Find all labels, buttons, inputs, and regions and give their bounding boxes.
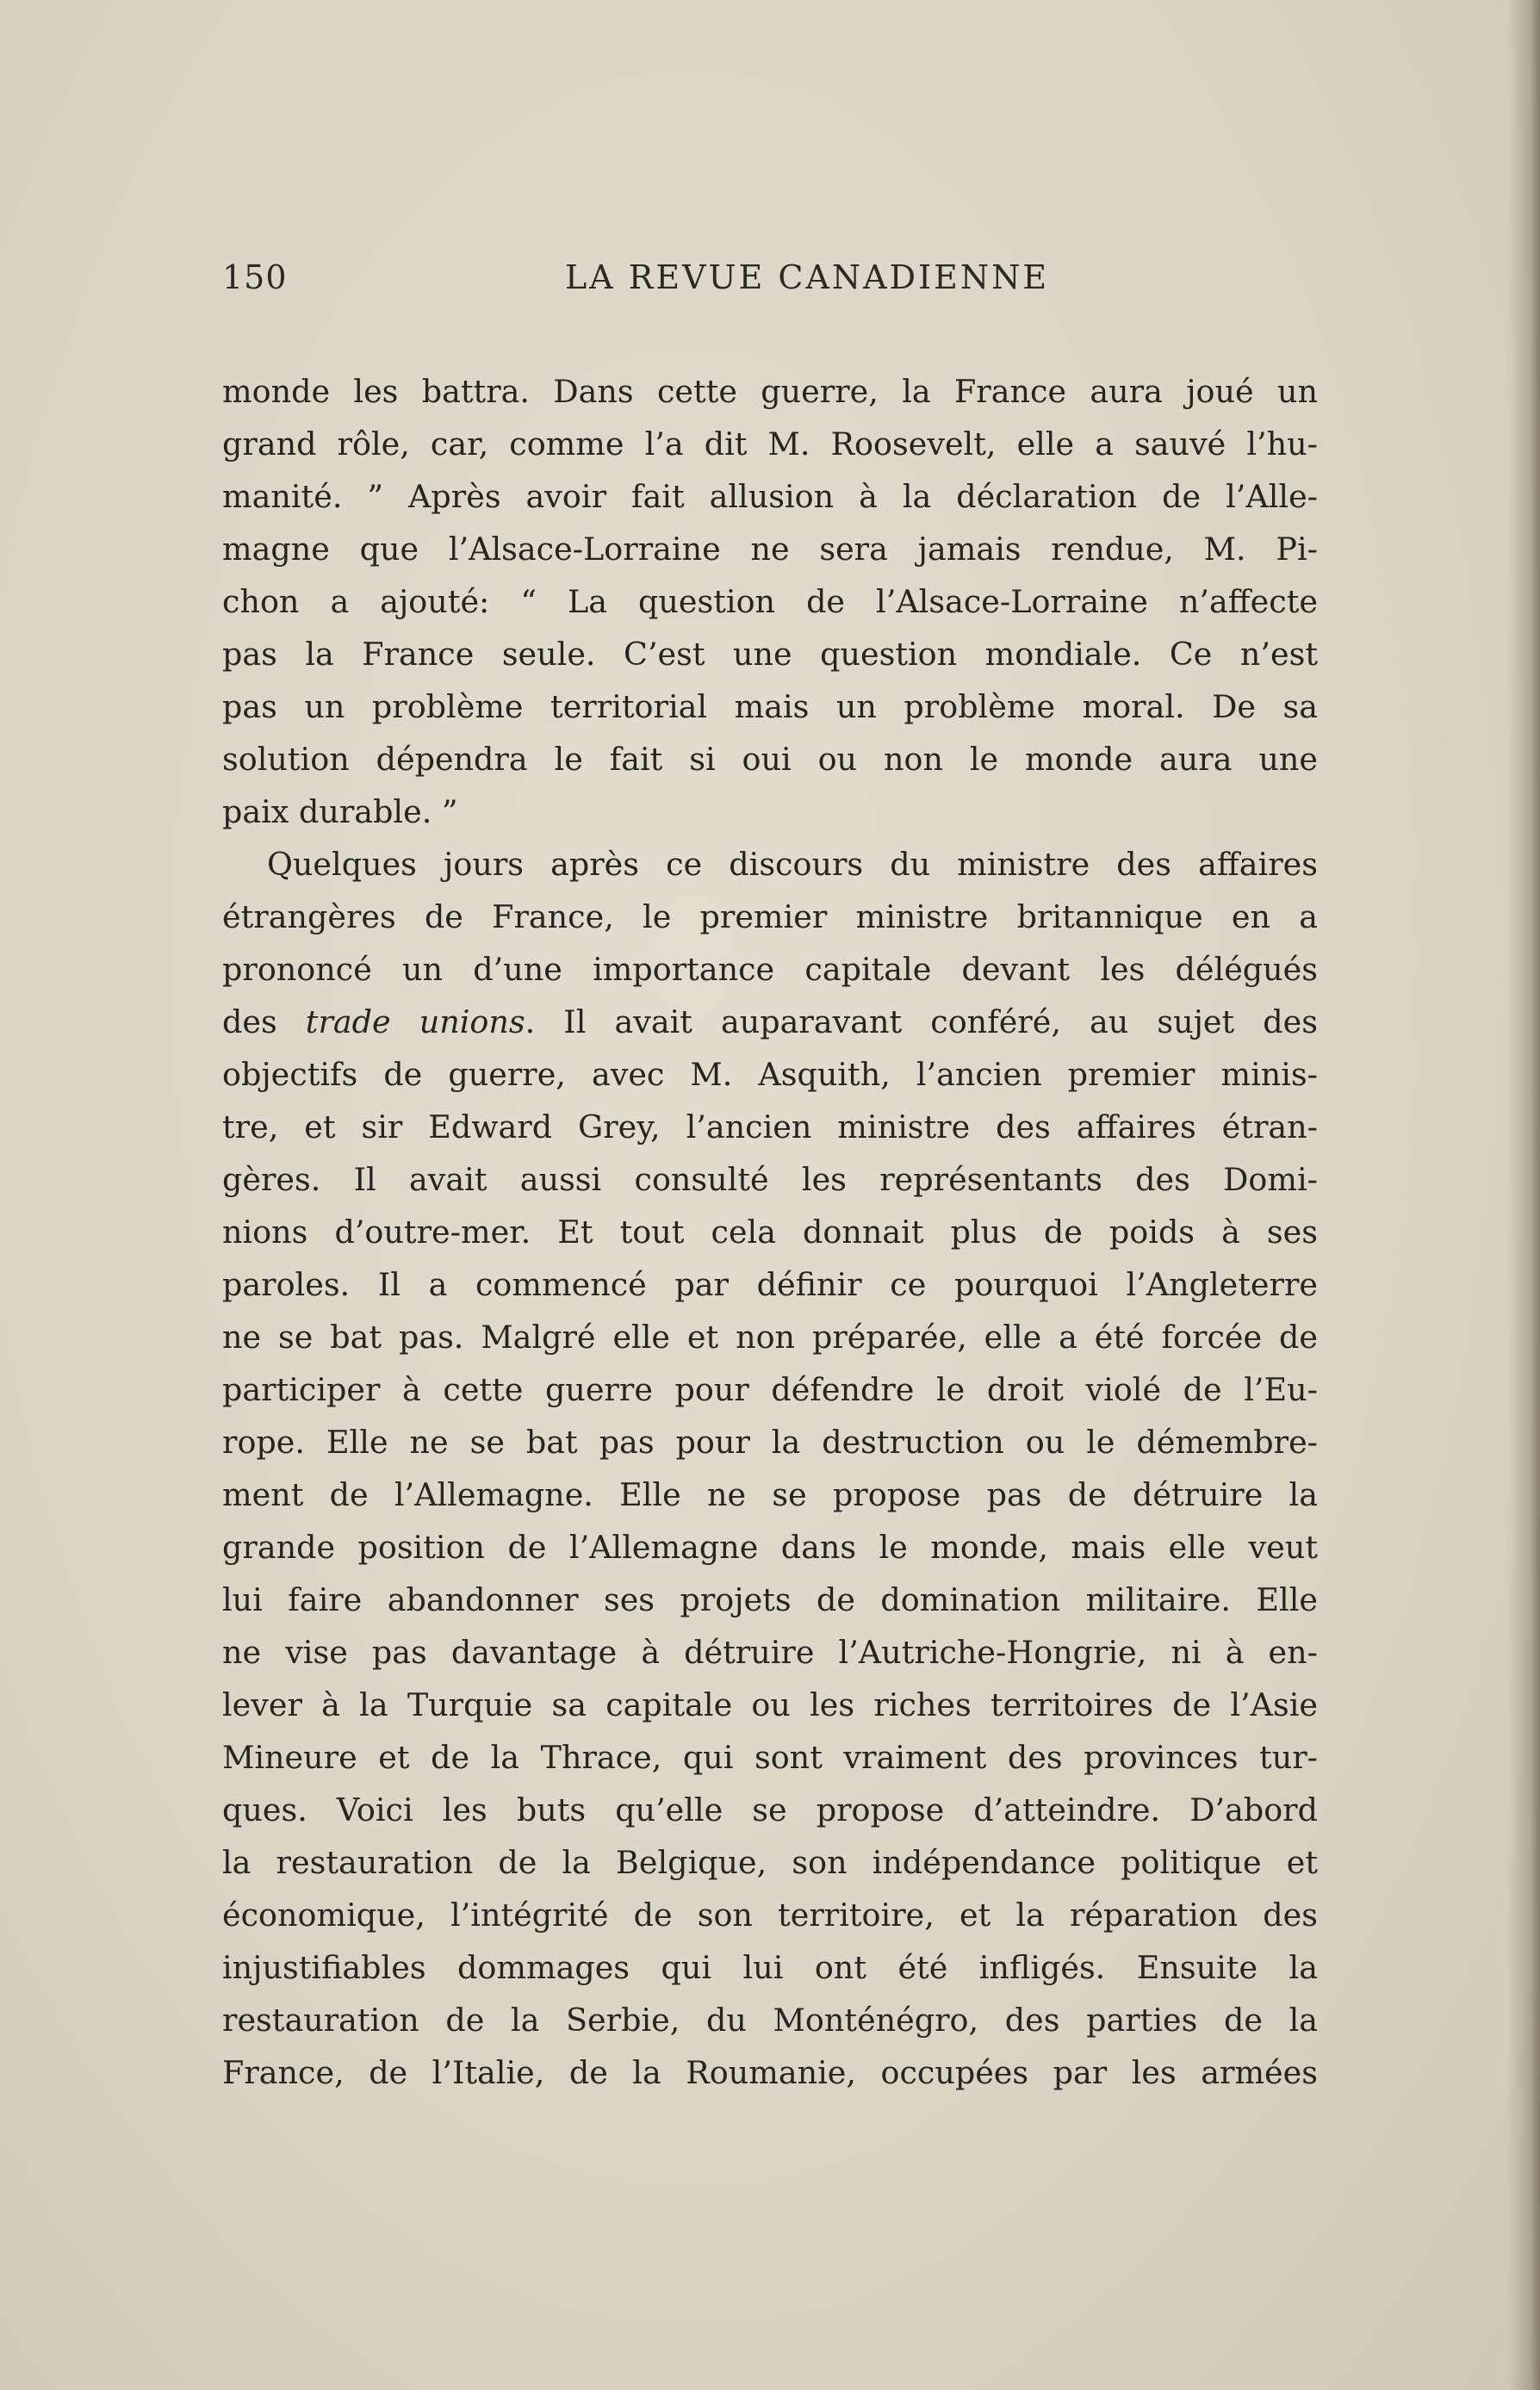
text-line: des trade unions. Il avait auparavant conféré, au sujet des <box>222 1003 1318 1040</box>
text-line: manité. ” Après avoir fait allusion à la déclaration de l’Alle- <box>222 478 1318 515</box>
text-line-paragraph-end: paix durable. ” <box>222 793 458 830</box>
text-line-paragraph-start: Quelques jours après ce discours du ministre des affaires <box>267 846 1318 883</box>
text-line: paroles. Il a commencé par définir ce pourquoi l’Angleterre <box>222 1266 1318 1303</box>
text-line: solution dépendra le fait si oui ou non le monde aura une <box>222 741 1318 778</box>
text-line: participer à cette guerre pour défendre le droit violé de l’Eu- <box>222 1371 1318 1408</box>
text-line: lui faire abandonner ses projets de domination militaire. Elle <box>222 1581 1318 1618</box>
text-line: ment de l’Allemagne. Elle ne se propose pas de détruire la <box>222 1476 1318 1513</box>
running-head <box>222 258 1318 300</box>
text-line: France, de l’Italie, de la Roumanie, occupées par les armées <box>222 2054 1318 2091</box>
text-line: grand rôle, car, comme l’a dit M. Roosevelt, elle a sauvé l’hu- <box>222 425 1318 462</box>
text-line: magne que l’Alsace-Lorraine ne sera jamais rendue, M. Pi- <box>222 531 1318 568</box>
text-line: la restauration de la Belgique, son indépendance politique et <box>222 1844 1318 1881</box>
binding-shadow <box>1507 0 1540 2390</box>
text-line: ne vise pas davantage à détruire l’Autriche-Hongrie, ni à en- <box>222 1634 1318 1671</box>
text-line: tre, et sir Edward Grey, l’ancien ministre des affaires étran- <box>222 1108 1318 1145</box>
text-line: restauration de la Serbie, du Monténégro, des parties de la <box>222 2002 1318 2039</box>
text-line: grande position de l’Allemagne dans le monde, mais elle veut <box>222 1529 1318 1566</box>
text-line: étrangères de France, le premier ministre britannique en a <box>222 898 1318 935</box>
text-line: rope. Elle ne se bat pas pour la destruction ou le démembre- <box>222 1424 1318 1461</box>
text-line: objectifs de guerre, avec M. Asquith, l’ancien premier minis- <box>222 1056 1318 1093</box>
italic-phrase: trade unions <box>305 1003 525 1040</box>
text-line: ques. Voici les buts qu’elle se propose d’atteindre. D’abord <box>222 1791 1318 1828</box>
text-line: Mineure et de la Thrace, qui sont vraiment des provinces tur- <box>222 1739 1318 1776</box>
text-line: économique, l’intégrité de son territoire, et la réparation des <box>222 1896 1318 1934</box>
body-text <box>222 365 1318 2099</box>
page-number: 150 <box>222 258 288 296</box>
text-line: lever à la Turquie sa capitale ou les riches territoires de l’Asie <box>222 1686 1318 1723</box>
text-line: monde les battra. Dans cette guerre, la France aura joué un <box>222 373 1318 410</box>
text-line: gères. Il avait aussi consulté les représentants des Domi- <box>222 1161 1318 1198</box>
text-line: injustifiables dommages qui lui ont été infligés. Ensuite la <box>222 1949 1318 1986</box>
journal-title: LA REVUE CANADIENNE <box>565 258 1050 296</box>
text-line: pas la France seule. C’est une question mondiale. Ce n’est <box>222 636 1318 673</box>
text-line: pas un problème territorial mais un problème moral. De sa <box>222 688 1318 725</box>
text-line: nions d’outre-mer. Et tout cela donnait plus de poids à ses <box>222 1214 1318 1251</box>
text-line: chon a ajouté: “ La question de l’Alsace-Lorraine n’affecte <box>222 583 1318 620</box>
text-line: prononcé un d’une importance capitale devant les délégués <box>222 951 1318 988</box>
text-line: ne se bat pas. Malgré elle et non préparée, elle a été forcée de <box>222 1319 1318 1356</box>
